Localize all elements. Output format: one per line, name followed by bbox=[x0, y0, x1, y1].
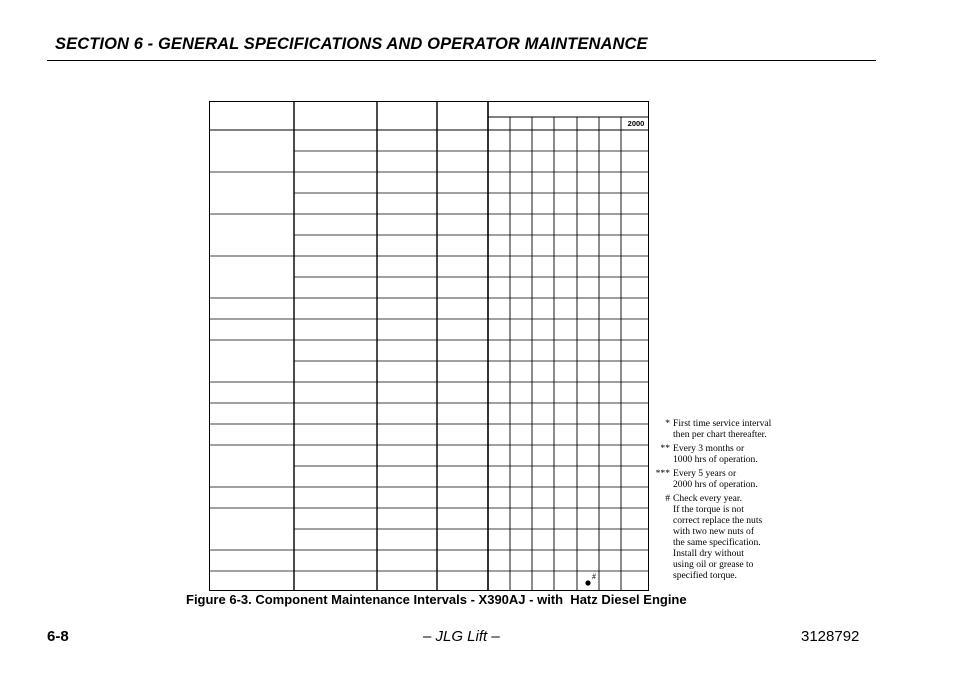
document-number: 3128792 bbox=[801, 628, 860, 645]
interval-header-2000: 2000 bbox=[627, 119, 645, 128]
grid-frame bbox=[210, 102, 649, 591]
footer-publisher: – JLG Lift – bbox=[423, 628, 500, 645]
section-title: SECTION 6 - GENERAL SPECIFICATIONS AND OPERATOR MAINTENANCE bbox=[55, 35, 648, 53]
footnote-torque-check bbox=[650, 493, 800, 581]
footnotes bbox=[650, 418, 800, 584]
footnote-5-years bbox=[650, 468, 800, 490]
figure-caption: Figure 6-3. Component Maintenance Intervals - X390AJ - with Hatz Diesel Engine bbox=[186, 592, 687, 607]
footnote-mark: *** bbox=[655, 468, 670, 479]
page-number: 6-8 bbox=[47, 628, 69, 645]
footnote-mark: ** bbox=[660, 443, 670, 454]
footnote-text: Every 3 months or 1000 hrs of operation. bbox=[673, 443, 758, 465]
footnote-mark: # bbox=[665, 493, 670, 504]
footnote-mark: * bbox=[665, 418, 670, 429]
footnote-text: Check every year. If the torque is not correct replace the nuts with two new nuts of the same specification. Install dry without using oil or grease to specified torque. bbox=[673, 493, 763, 581]
interval-marker-superscript: # bbox=[592, 572, 596, 581]
footnote-first-service bbox=[650, 418, 800, 440]
footnote-text: Every 5 years or 2000 hrs of operation. bbox=[673, 468, 758, 490]
maintenance-interval-grid bbox=[209, 101, 649, 591]
footnote-3-months bbox=[650, 443, 800, 465]
interval-marker-dot bbox=[585, 580, 590, 585]
footnote-text: First time service interval then per chart thereafter. bbox=[673, 418, 772, 440]
header-divider bbox=[47, 60, 876, 61]
